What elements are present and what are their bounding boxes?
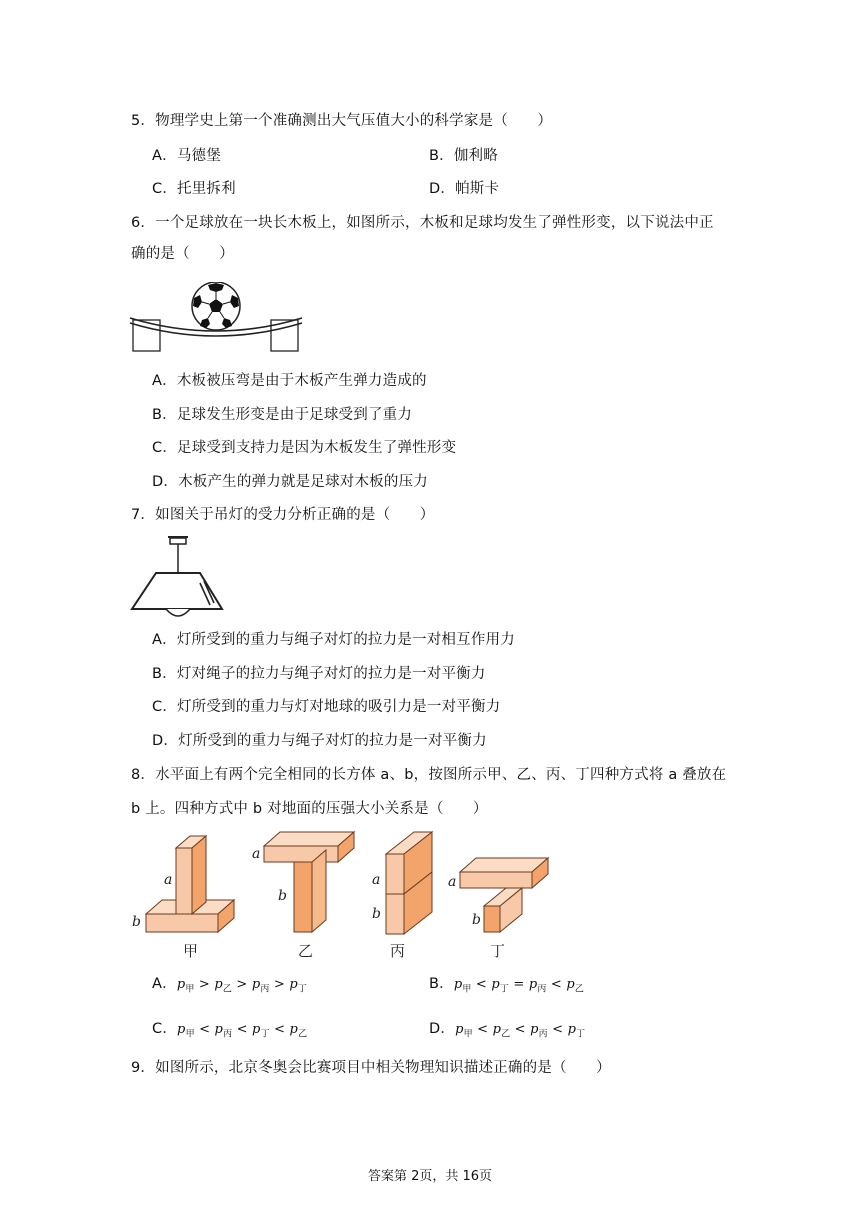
q6-stem-line1: 6．一个足球放在一块长木板上，如图所示，木板和足球均发生了弹性形变，以下说法中正 xyxy=(131,215,714,231)
q7-option-b: B．灯对绳子的拉力与绳子对灯的拉力是一对平衡力 xyxy=(152,666,486,682)
q7-option-c: C．灯所受到的重力与灯对地球的吸引力是一对平衡力 xyxy=(152,699,501,715)
label-a-jia: a xyxy=(164,872,173,888)
label-a-ding: a xyxy=(448,874,457,890)
lamp-bulb xyxy=(166,609,190,616)
q5-stem: 5．物理学史上第一个准确测出大气压值大小的科学家是（ ） xyxy=(131,113,553,129)
arrangement-jia xyxy=(146,836,234,932)
hanging-lamp-figure xyxy=(128,535,228,617)
label-jia: 甲 xyxy=(183,942,199,960)
page-footer: 答案第 2页，共 16页 xyxy=(367,1169,493,1184)
label-a-yi: a xyxy=(252,846,261,862)
q8-option-b: B．$p_甲 < p_丁 = p_丙 < p_乙$ xyxy=(429,976,585,995)
q8-option-d: D．$p_甲 < p_乙 < p_丙 < p_丁$ xyxy=(429,1021,586,1040)
q7-option-d: D．灯所受到的重力与绳子对灯的拉力是一对平衡力 xyxy=(152,733,487,749)
football-icon xyxy=(192,282,240,330)
label-ding: 丁 xyxy=(490,942,506,960)
label-b-bing: b xyxy=(372,906,381,922)
label-a-bing: a xyxy=(372,872,381,888)
q6-stem-line2: 确的是（ ） xyxy=(131,246,234,262)
label-b-ding: b xyxy=(472,912,481,928)
q8-stem-line1: 8．水平面上有两个完全相同的长方体 a、b，按图所示甲、乙、丙、丁四种方式将 a 叠放在 xyxy=(131,767,727,783)
football-on-board-figure xyxy=(128,282,308,354)
label-yi: 乙 xyxy=(298,942,314,960)
q5-option-a: A．马德堡 xyxy=(152,148,221,164)
q9-stem: 9．如图所示，北京冬奥会比赛项目中相关物理知识描述正确的是（ ） xyxy=(131,1060,611,1076)
q7-option-a: A．灯所受到的重力与绳子对灯的拉力是一对相互作用力 xyxy=(152,632,515,648)
q5-option-c: C．托里拆利 xyxy=(152,181,236,197)
label-bing: 丙 xyxy=(390,942,406,960)
q5-option-d: D．帕斯卡 xyxy=(429,181,500,197)
q6-option-d: D．木板产生的弹力就是足球对木板的压力 xyxy=(152,474,428,490)
q5-option-b: B．伽利略 xyxy=(429,148,498,164)
q6-option-a: A．木板被压弯是由于木板产生弹力造成的 xyxy=(152,373,427,389)
q8-option-a: A．$p_甲 > p_乙 > p_丙 > p_丁$ xyxy=(152,976,308,995)
q6-option-c: C．足球受到支持力是因为木板发生了弹性形变 xyxy=(152,440,457,456)
q8-option-c: C．$p_甲 < p_丙 < p_丁 < p_乙$ xyxy=(152,1021,308,1040)
label-b-yi: b xyxy=(278,888,287,904)
arrangement-bing xyxy=(386,832,432,934)
q6-option-b: B．足球发生形变是由于足球受到了重力 xyxy=(152,407,413,423)
arrangement-yi xyxy=(264,832,354,932)
q8-stem-line2: b 上。四种方式中 b 对地面的压强大小关系是（ ） xyxy=(131,801,488,817)
q7-stem: 7．如图关于吊灯的受力分析正确的是（ ） xyxy=(131,507,435,523)
stacked-blocks-figure xyxy=(128,826,558,966)
label-b-jia: b xyxy=(132,914,141,930)
